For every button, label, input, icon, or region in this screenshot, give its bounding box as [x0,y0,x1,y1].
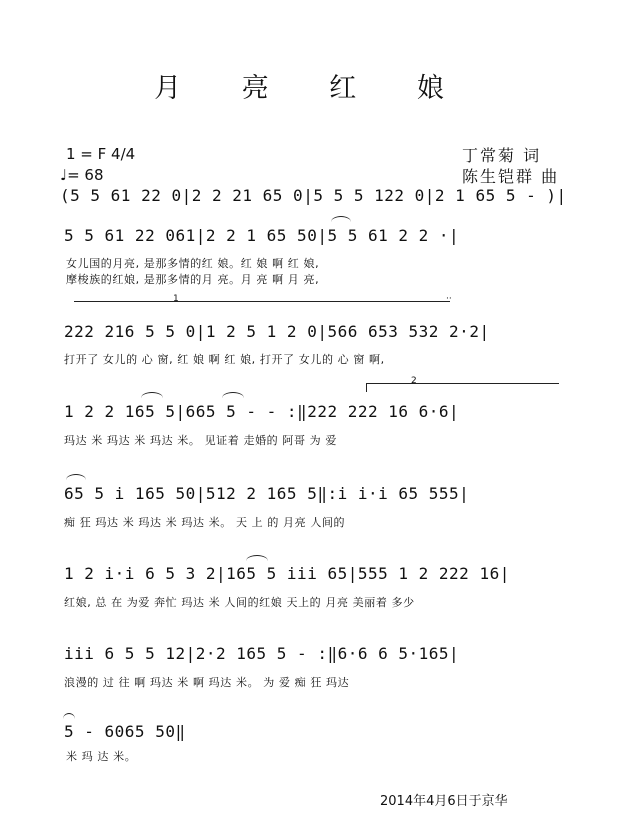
composer-credit: 陈生铠群 曲 [462,167,560,186]
volta-end-dots: ·· [446,294,452,304]
volta-bracket-2 [366,383,559,392]
slur-mark [66,474,86,480]
slur-mark [246,555,268,561]
lyric-line: 女儿国的月亮, 是那多情的红 娘。红 娘 啊 红 娘, [66,257,320,270]
lyric-line: 打开了 女儿的 心 窗, 红 娘 啊 红 娘, 打开了 女儿的 心 窗 啊, [64,353,385,366]
notation-line: 1 2 2 165 5|665 5 - - :‖222 222 16 6·6| [64,402,460,421]
slur-mark [141,392,163,398]
notation-line: 5 5 61 22 061|2 2 1 65 50|5 5 61 2 2 ·| [64,226,460,245]
lyric-line: 玛达 米 玛达 米 玛达 米。 见证着 走婚的 阿哥 为 爱 [64,434,337,447]
volta-number-1: 1 [173,294,179,304]
notation-line: 222 216 5 5 0|1 2 5 1 2 0|566 653 532 2·2| [64,322,490,341]
lyric-line: 米 玛 达 米。 [66,750,137,763]
volta-bracket-1 [74,301,450,302]
slur-mark [63,713,75,719]
date-signature: 2014年4月6日于京华 [380,794,508,809]
tempo-marking: ♩= 68 [60,166,104,184]
lyric-line: 浪漫的 过 往 啊 玛达 米 啊 玛达 米。 为 爱 痴 狂 玛达 [64,676,350,689]
slur-mark [331,216,351,222]
lyric-line: 红娘, 总 在 为爱 奔忙 玛达 米 人间的红娘 天上的 月亮 美丽着 多少 [64,596,415,609]
lyric-line: 痴 狂 玛达 米 玛达 米 玛达 米。 天 上 的 月亮 人间的 [64,516,346,529]
volta-number-2: 2 [411,376,417,386]
lyricist-credit: 丁常菊 词 [462,146,542,165]
prelude-notation: (5 5 61 22 0|2 2 21 65 0|5 5 5 122 0|2 1 65 5 - )| [60,186,567,205]
lyric-line: 摩梭族的红娘, 是那多情的月 亮。月 亮 啊 月 亮, [66,273,320,286]
key-meter: 1 = F 4/4 [66,145,136,163]
notation-line: 5 - 6065 50‖ [64,722,186,741]
notation-line: 1 2 i·i 6 5 3 2|165 5 iii 65|555 1 2 222 16| [64,564,510,583]
notation-line: iii 6 5 5 12|2·2 165 5 - :‖6·6 6 5·165| [64,644,460,663]
notation-line: 65 5 i 165 50|512 2 165 5‖:i i·i 65 555| [64,484,470,503]
slur-mark [222,392,244,398]
song-title: 月 亮 红 娘 [154,73,470,104]
